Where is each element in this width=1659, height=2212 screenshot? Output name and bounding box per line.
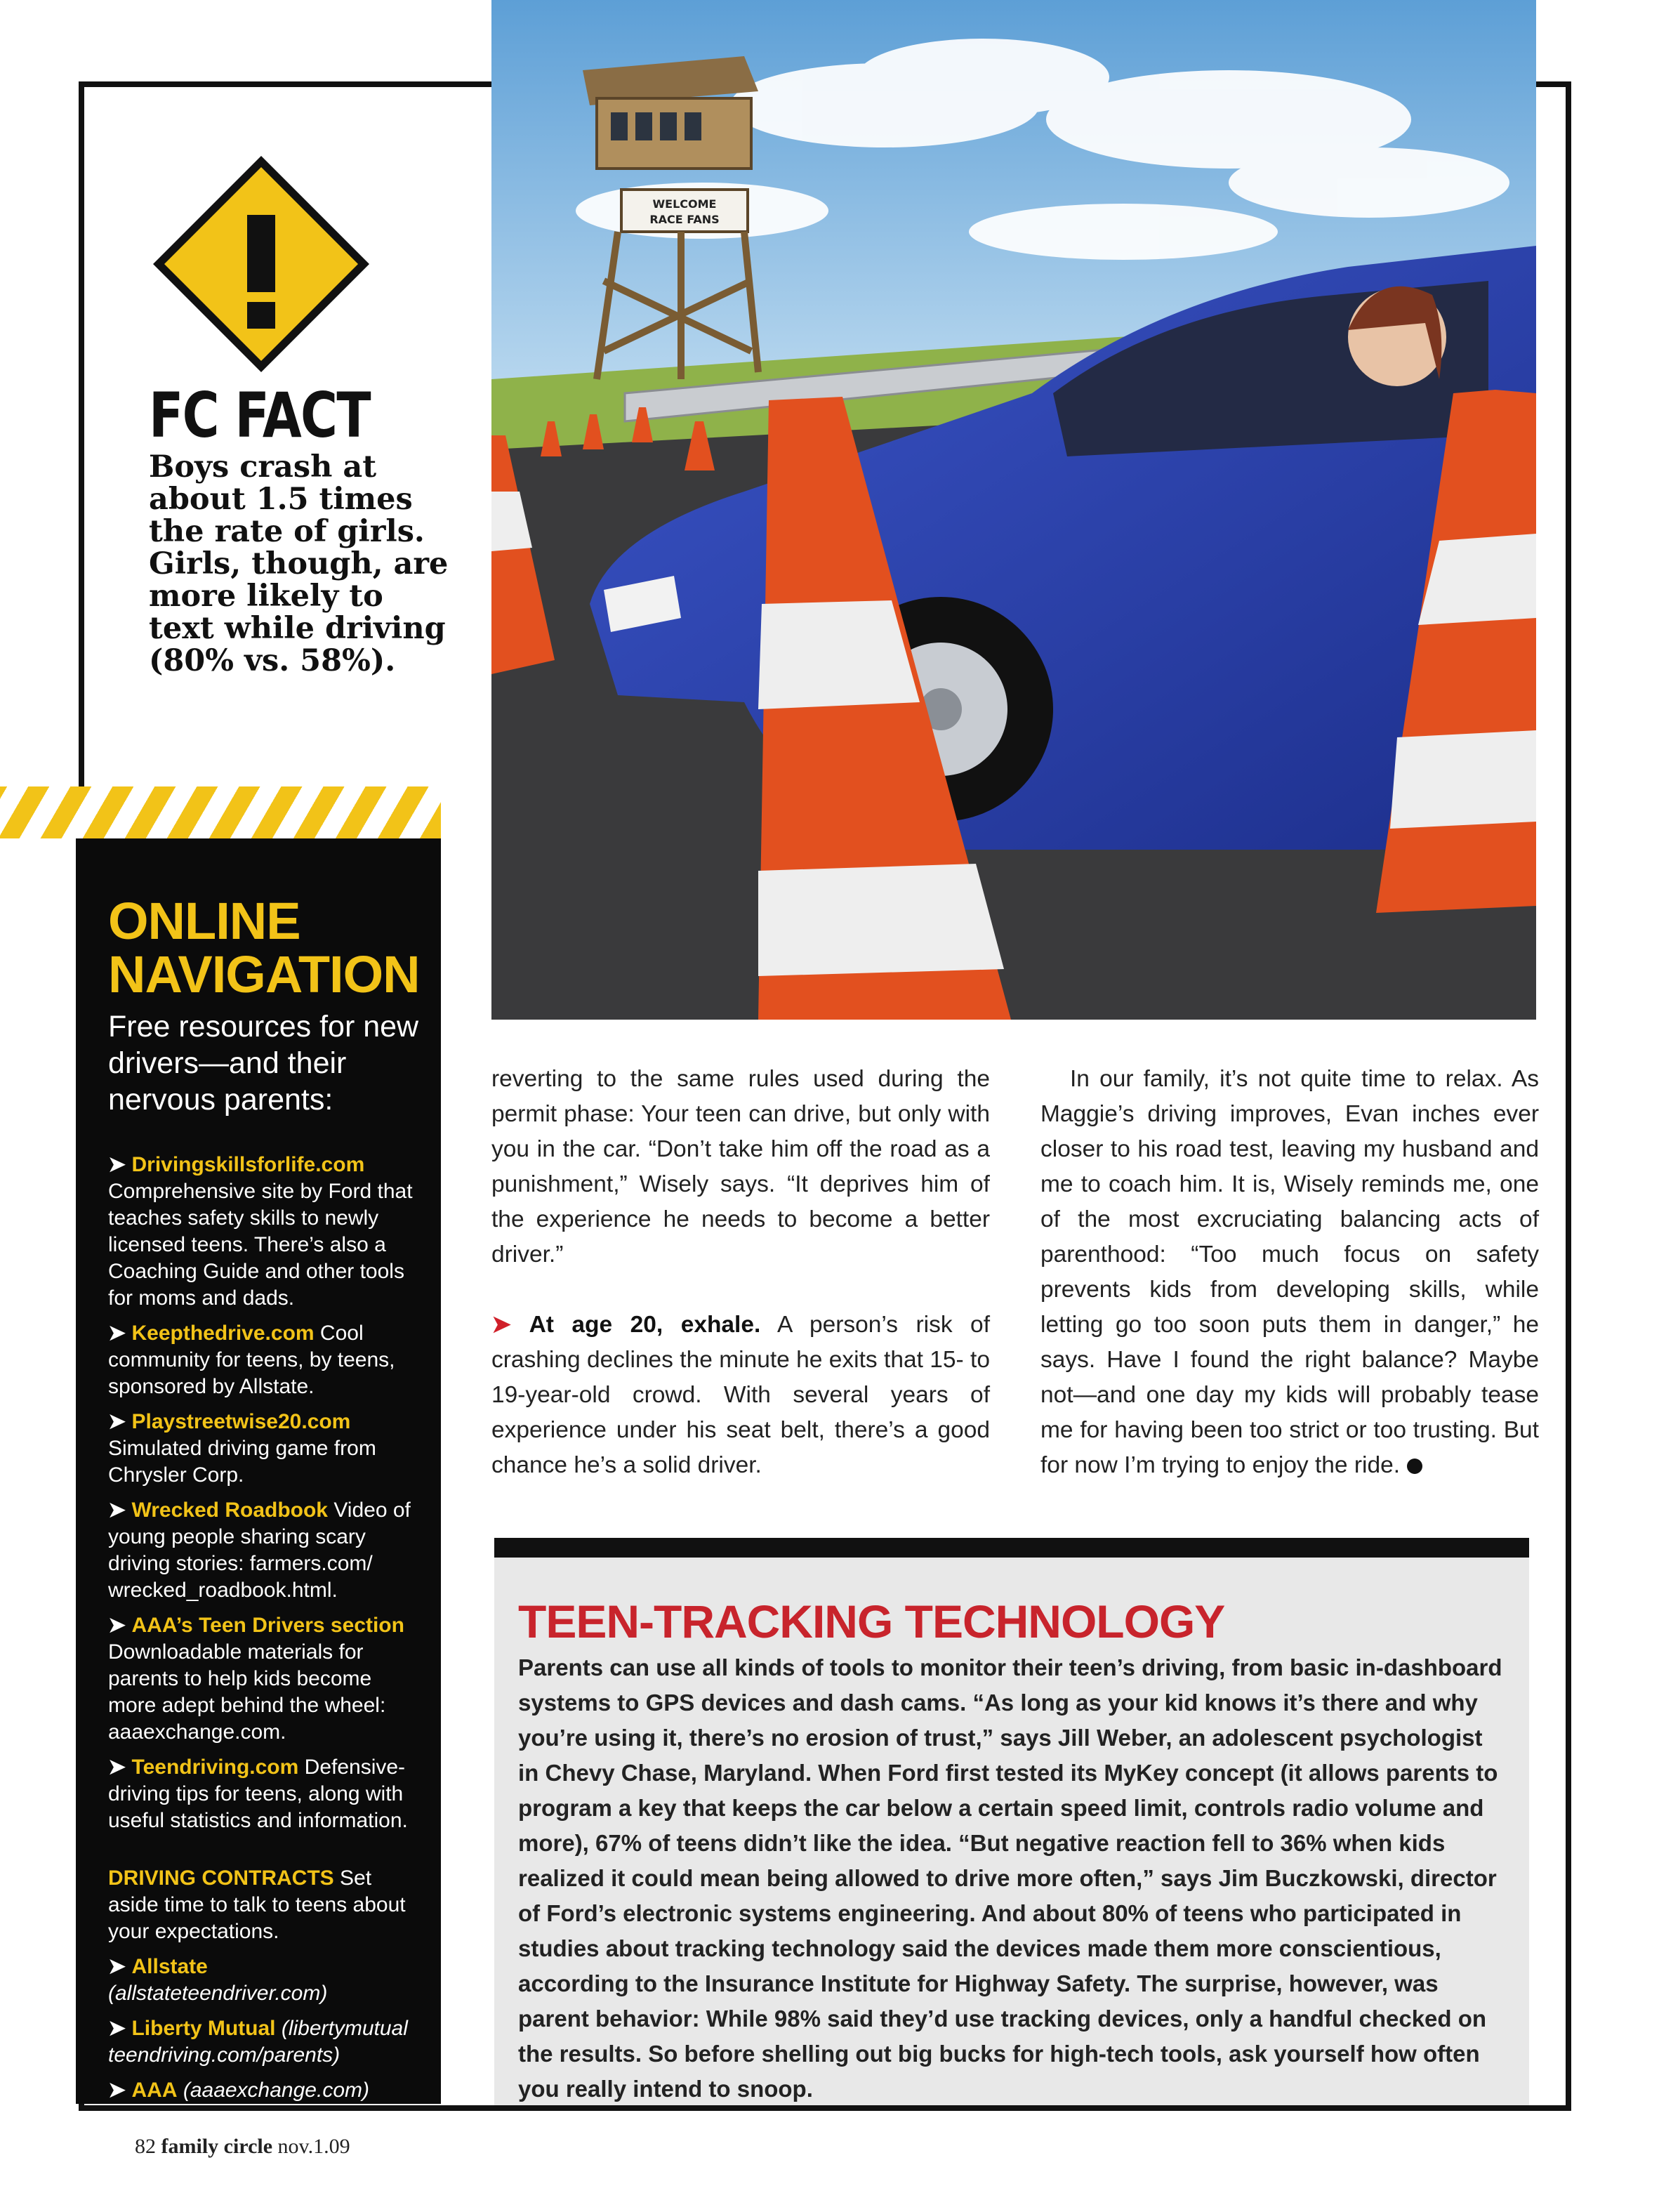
- resource-link[interactable]: Drivingskillsforlife.com: [131, 1153, 365, 1176]
- fc-fact-body: Boys crash at about 1.5 times the rate of girls. Girls, though, are more likely to text while driving (80% vs. 58%).: [149, 449, 449, 678]
- resource-item: [108, 1152, 424, 1312]
- resource-item: [108, 1612, 424, 1746]
- article-paragraph: [491, 1308, 990, 1483]
- article-column-1: [491, 1062, 990, 1483]
- contract-link[interactable]: Allstate: [131, 1955, 208, 1978]
- driving-course-illustration: [491, 0, 1536, 1020]
- resource-description: Video of young people sharing scary driving stories: farmers.com/ wrecked_roadbook.html.: [108, 1499, 411, 1602]
- tower-sign-line2: RACE FANS: [649, 213, 720, 226]
- arrow-icon: ➤: [108, 1955, 126, 1978]
- page-number: 82: [135, 2135, 156, 2158]
- arrow-icon: ➤: [108, 1614, 126, 1637]
- driving-contracts: [108, 1865, 424, 1945]
- contracts-heading: DRIVING CONTRACTS: [108, 1867, 334, 1890]
- hazard-stripes: [0, 786, 441, 838]
- arrow-icon: ➤: [108, 1153, 126, 1176]
- resource-link[interactable]: AAA’s Teen Drivers section: [131, 1614, 404, 1637]
- contract-link[interactable]: AAA: [131, 2079, 178, 2102]
- paragraph-lead: At age 20, exhale.: [529, 1312, 761, 1338]
- resource-description: Defensive-driving tips for teens, along with useful statistics and information.: [108, 1756, 408, 1832]
- resource-item: [108, 1320, 424, 1400]
- sidebar-title: [108, 892, 424, 1003]
- contract-url: (aaaexchange.com): [183, 2079, 369, 2102]
- resource-item: [108, 1409, 424, 1489]
- resource-description: Simulated driving game from Chrysler Corp.: [108, 1437, 376, 1487]
- magazine-name: family circle: [161, 2135, 273, 2158]
- resource-link[interactable]: Keepthedrive.com: [131, 1322, 315, 1345]
- contract-item: [108, 1954, 424, 2007]
- fc-fact-title: FC FACT: [149, 379, 370, 452]
- contract-item: [108, 2077, 424, 2104]
- resource-item: [108, 1497, 424, 1604]
- arrow-icon: ➤: [108, 1756, 126, 1779]
- contract-link[interactable]: Liberty Mutual: [131, 2017, 276, 2040]
- online-navigation-sidebar: [76, 838, 441, 2104]
- arrow-icon: ➤: [108, 1322, 126, 1345]
- teen-tracking-box: [494, 1538, 1529, 2105]
- contracts-text: Set aside time to talk to teens about your expectations.: [108, 1867, 406, 1943]
- sidebar-subtitle: Free resources for new drivers—and their nervous parents:: [108, 1010, 419, 1117]
- resource-description: Comprehensive site by Ford that teaches safety skills to newly licensed teens. There’s also a Coaching Guide and other tools for moms and dads.: [108, 1180, 413, 1310]
- tower-sign-line1: WELCOME: [652, 197, 717, 211]
- paragraph-text: In our family, it’s not quite time to relax. As Maggie’s driving improves, Evan inches ever closer to his road test, leaving my husband and me to coach him. It is, Wisely reminds me, one of the most excruciating balancing acts of parenthood: “Too much focus on safety prevents kids from developing skills, while letting go too soon puts them in danger,” he says. Have I found the right balance? Maybe not—and one day my kids will probably tease me for having been too strict or too trusting. But for now I’m trying to enjoy the ride.: [1040, 1066, 1539, 1478]
- end-mark-icon: [1407, 1459, 1422, 1474]
- page-footer: [135, 2135, 350, 2159]
- resource-link[interactable]: Teendriving.com: [131, 1756, 299, 1779]
- paragraph-text: A person’s risk of crashing declines the minute he exits that 15- to 19-year-old crowd. With several years of experience under his seat belt, there’s a good chance he’s a solid driver.: [491, 1312, 990, 1478]
- article-paragraph: reverting to the same rules used during the permit phase: Your teen can drive, but only with you in the car. “Don’t take him off the road as a punishment,” Wisely says. “It deprives him of the experience he needs to become a better driver.”: [491, 1066, 990, 1268]
- article-paragraph: [1040, 1062, 1539, 1483]
- contract-url: (libertymutual teendriving.com/parents): [108, 2017, 408, 2067]
- box-body: Parents can use all kinds of tools to monitor their teen’s driving, from basic in-dashboard systems to GPS devices and dash cams. “As long as your kid knows it’s there and why you’re using it, there’s no erosion of trust,” says Jill Weber, an adolescent psychologist in Chevy Chase, Maryland. When Ford first tested its MyKey concept (it allows parents to program a key that keeps the car below a certain speed limit, controls radio volume and more), 67% of teens didn’t like the idea. “But negative reaction fell to 36% when kids realized it could mean being allowed to drive more often,” says Jim Buczkowski, director of Ford’s electronic systems engineering. And about 80% of teens who participated in studies about tracking technology said the devices made them more conscientious, according to the Insurance Institute for Highway Safety. The surprise, however, was parent behavior: While 98% said they’d use tracking devices, only a handful checked on the results. So before shelling out big bucks for high-tech tools, ask yourself how often you really intend to snoop.: [518, 1654, 1502, 2102]
- article-column-2: [1040, 1062, 1539, 1483]
- arrow-icon: ➤: [108, 1410, 126, 1433]
- arrow-icon: ➤: [108, 2079, 126, 2102]
- resource-link[interactable]: Playstreetwise20.com: [131, 1410, 351, 1433]
- sidebar-title-line2: NAVIGATION: [108, 945, 420, 1003]
- arrow-icon: ➤: [108, 2017, 126, 2040]
- resource-description: Downloadable materials for parents to help kids become more adept behind the wheel: aaaexchange.com.: [108, 1640, 386, 1744]
- warning-sign-icon: [149, 152, 374, 376]
- resource-description: Cool community for teens, by teens, sponsored by Allstate.: [108, 1322, 395, 1398]
- sidebar-title-line1: ONLINE: [108, 892, 300, 950]
- resource-item: [108, 1754, 424, 1834]
- contract-url: (allstateteendriver.com): [108, 1982, 328, 2005]
- issue-date: nov.1.09: [277, 2135, 350, 2158]
- contract-item: [108, 2015, 424, 2069]
- red-arrow-icon: ➤: [491, 1312, 512, 1338]
- box-title: TEEN-TRACKING TECHNOLOGY: [518, 1595, 1225, 1647]
- arrow-icon: ➤: [108, 1499, 126, 1522]
- resource-link[interactable]: Wrecked Roadbook: [131, 1499, 328, 1522]
